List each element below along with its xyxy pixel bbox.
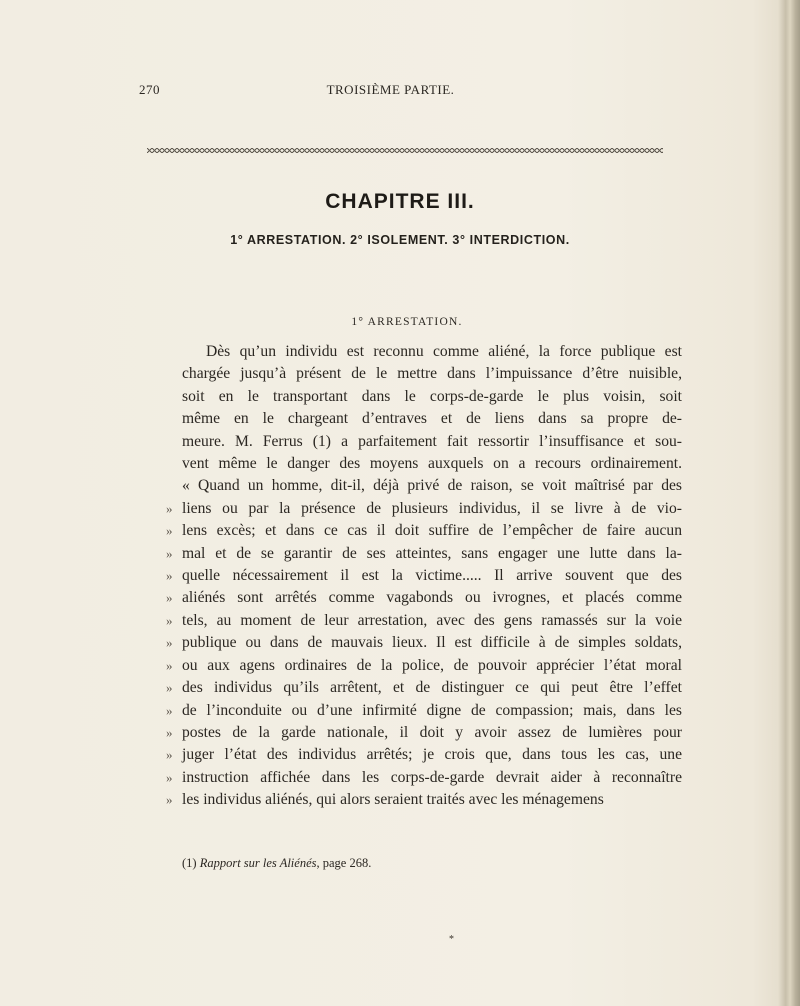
footnote-marker: (1) [182, 856, 197, 870]
body-line [166, 632, 682, 654]
footnote-title: Rapport sur les Aliénés [199, 856, 317, 870]
body-line [182, 341, 682, 363]
body-line [166, 520, 682, 542]
body-line [182, 363, 682, 385]
body-line [182, 431, 682, 453]
body-line-text: juger l’état des individus arrêtés; je crois que, dans tous les cas, une [182, 746, 682, 764]
guillemet-marker: » [166, 590, 173, 606]
body-line [182, 386, 682, 408]
guillemet-marker: » [166, 747, 173, 763]
guillemet-marker: » [166, 612, 173, 628]
body-text [166, 341, 682, 812]
body-line-text: de l’inconduite ou d’une infirmité digne de compassion; mais, dans les [182, 701, 682, 719]
body-line-text: soit en le transportant dans le corps-de-garde le plus voisin, soit [182, 387, 682, 405]
body-line [182, 453, 682, 475]
body-line [166, 565, 682, 587]
body-line-text: des individus qu’ils arrêtent, et de distinguer ce qui peut être l’effet [182, 679, 682, 697]
guillemet-marker: » [166, 702, 173, 718]
body-line-text: lens excès; et dans ce cas il doit suffire de l’empêcher de faire aucun [182, 522, 682, 540]
guillemet-marker: » [166, 724, 173, 740]
body-line-text: ou aux agens ordinaires de la police, de pouvoir apprécier l’état moral [182, 656, 682, 674]
body-line [182, 408, 682, 430]
body-line [166, 722, 682, 744]
footnote [182, 856, 682, 871]
guillemet-marker: » [166, 769, 173, 785]
running-header [139, 82, 642, 104]
body-line-text: meure. M. Ferrus (1) a parfaitement fait ressortir l’insuffisance et sou- [182, 432, 682, 450]
body-line-text: quelle nécessairement il est la victime..... Il arrive souvent que des [182, 567, 682, 585]
body-line-text: publique ou dans de mauvais lieux. Il est difficile à de simples soldats, [182, 634, 682, 652]
footnote-page-ref: , page 268. [316, 856, 372, 870]
body-line-text: liens ou par la présence de plusieurs individus, il se livre à de vio- [182, 499, 682, 517]
body-line [166, 543, 682, 565]
body-line-text: aliénés sont arrêtés comme vagabonds ou ivrognes, et placés comme [182, 589, 682, 607]
body-line-text: les individus aliénés, qui alors seraient traités avec les ménagemens [182, 791, 604, 809]
body-line-text: même en le chargeant d’entraves et de liens dans sa propre de- [182, 410, 682, 428]
stray-mark: * [449, 934, 454, 945]
section-heading: 1° ARRESTATION. [351, 316, 463, 328]
running-title: TROISIÈME PARTIE. [326, 82, 455, 97]
chapter-subtitle: 1° ARRESTATION. 2° ISOLEMENT. 3° INTERDICTION. [230, 233, 570, 247]
page-number: 270 [139, 82, 160, 97]
body-line [166, 610, 682, 632]
body-line-text: mal et de se garantir de ses atteintes, sans engager une lutte dans la- [182, 544, 682, 562]
body-line-text: Dès qu’un individu est reconnu comme aliéné, la force publique est [206, 343, 682, 360]
body-line [166, 789, 682, 811]
guillemet-marker: » [166, 568, 173, 584]
body-line [166, 498, 682, 520]
guillemet-marker: » [166, 792, 173, 808]
guillemet-marker: » [166, 635, 173, 651]
body-line [166, 767, 682, 789]
body-line [182, 475, 682, 497]
guillemet-marker: » [166, 523, 173, 539]
body-line-text: « Quand un homme, dit-il, déjà privé de raison, se voit maîtrisé par des [182, 477, 682, 495]
guillemet-marker: » [166, 657, 173, 673]
chapter-title: CHAPITRE III. [325, 190, 475, 213]
guillemet-marker: » [166, 545, 173, 561]
body-line-text: vent même le danger des moyens auxquels on a recours ordinairement. [182, 455, 682, 473]
ornamental-rule [147, 148, 663, 153]
body-line-text: chargée jusqu’à présent de le mettre dans l’impuissance d’être nuisible, [182, 365, 682, 383]
body-line-text: tels, au moment de leur arrestation, avec des gens ramassés sur la voie [182, 611, 682, 629]
page-edge-shadow [778, 0, 800, 1006]
body-line [166, 677, 682, 699]
body-line [166, 700, 682, 722]
body-line-text: instruction affichée dans les corps-de-garde devrait aider à reconnaître [182, 768, 682, 786]
guillemet-marker: » [166, 680, 173, 696]
guillemet-marker: » [166, 500, 173, 516]
body-line [166, 655, 682, 677]
body-line [166, 744, 682, 766]
body-line [166, 587, 682, 609]
body-line-text: postes de la garde nationale, il doit y avoir assez de lumières pour [182, 723, 682, 741]
